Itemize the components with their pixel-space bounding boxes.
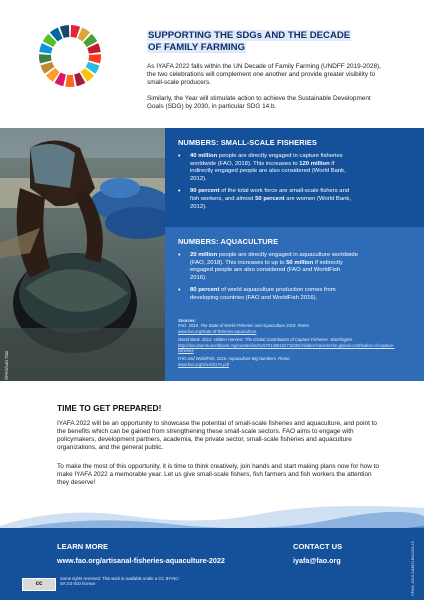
rights-statement: Some rights reserved. This work is available under a CC BY-NC-SA 3.0 IGO licence — [60, 576, 180, 587]
sources-label: Sources: — [178, 318, 196, 323]
source-2: World Bank. 2012. Hidden Harvest: The Global Contribution of Capture Fisheries. Washington. — [178, 337, 354, 343]
learn-more-heading: LEARN MORE — [57, 542, 109, 551]
fisheries-facts-list — [178, 153, 353, 216]
publication-code: ©FAO, 2019 CA3871EN/1/03.19 — [411, 541, 415, 596]
sdg-wheel-logo — [38, 24, 102, 88]
list-item: • 90 percent of the total work force are small-scale fishers and fish workers, and almost 50 percent are women (World Bank, 2012). — [178, 188, 353, 211]
source-2-link[interactable]: http://documents.worldbank.org/curated/en/515701468152718292/Hidden-harvest-the-global-contribution-of-capture-fisheries — [178, 342, 395, 354]
sdg-wheel-segment — [65, 75, 74, 87]
sdg-paragraph-2: Similarly, the Year will stimulate action to achieve the Sustainable Development Goals (SDG) by 2030, in particular SDG 14.b. — [147, 95, 371, 110]
source-3-link[interactable]: www.fao.org/3/a-i6317e.pdf — [178, 361, 229, 367]
source-1: FAO. 2018. The State of World Fisheries and Aquaculture 2018. Rome. — [178, 323, 310, 329]
prepare-paragraph-2: To make the most of this opportunity, it is time to think creatively, join hands and start making plans now for how to make IYAFA 2022 a memorable year. Let us give small-scale fishers, fish farmers and fish workers the attention they deserve! — [57, 463, 379, 486]
photo-credit: ©FAO/Luis Tato — [4, 350, 9, 380]
prepare-paragraph-1: IYAFA 2022 will be an opportunity to showcase the potential of small-scale fisheries and aquaculture, and point to the benefits which can be gained from strengthening these small-scale sectors. FAO aims to engage with policymakers, development partners, academia, the private sector, small-scale fisheries and aquaculture organizations, and the general public. — [57, 420, 377, 451]
list-item: • 20 million people are directly engaged in aquaculture worldwide (FAO, 2018). This increases to up to 50 million if indirectly engaged people are also considered (FAO and WorldFish 2016). — [178, 252, 358, 282]
source-3: FAO and WorldFish. 2016. Aquaculture Big Numbers. Rome. — [178, 356, 291, 362]
contact-us-heading: CONTACT US — [293, 542, 343, 551]
prepare-heading: TIME TO GET PREPARED! — [57, 403, 162, 413]
cc-license-badge: cc — [22, 578, 56, 591]
aquaculture-heading: NUMBERS: AQUACULTURE — [178, 237, 279, 246]
list-item: • 80 percent of world aquaculture production comes from developing countries (FAO and WorldFish 2016). — [178, 287, 358, 302]
list-item: • 40 million people are directly engaged in capture fisheries worldwide (FAO, 2018). This increases to 120 million if indirectly engaged people are also considered (World Bank, 2012). — [178, 153, 353, 183]
source-1-link[interactable]: www.fao.org/state-of-fisheries-aquaculture — [178, 328, 257, 334]
contact-email-link[interactable]: iyafa@fao.org — [293, 556, 341, 565]
sdg-wheel-segment — [88, 54, 101, 63]
aquaculture-facts-list — [178, 252, 358, 308]
fisherman-photo — [0, 128, 165, 381]
sdg-wheel-segment — [39, 54, 52, 63]
sources-block — [178, 318, 410, 367]
fisheries-heading: NUMBERS: SMALL-SCALE FISHERIES — [178, 138, 317, 147]
sdg-section-title: SUPPORTING THE SDGs AND THE DECADE OF FAMILY FARMING — [148, 30, 351, 53]
sdg-paragraph-1: As IYAFA 2022 falls within the UN Decade of Family Farming (UNDFF 2019-2028), the two celebrations will complement one another and provide greater visibility to small-scale producers. — [147, 63, 381, 86]
learn-more-link[interactable]: www.fao.org/artisanal-fisheries-aquaculture-2022 — [57, 556, 225, 565]
